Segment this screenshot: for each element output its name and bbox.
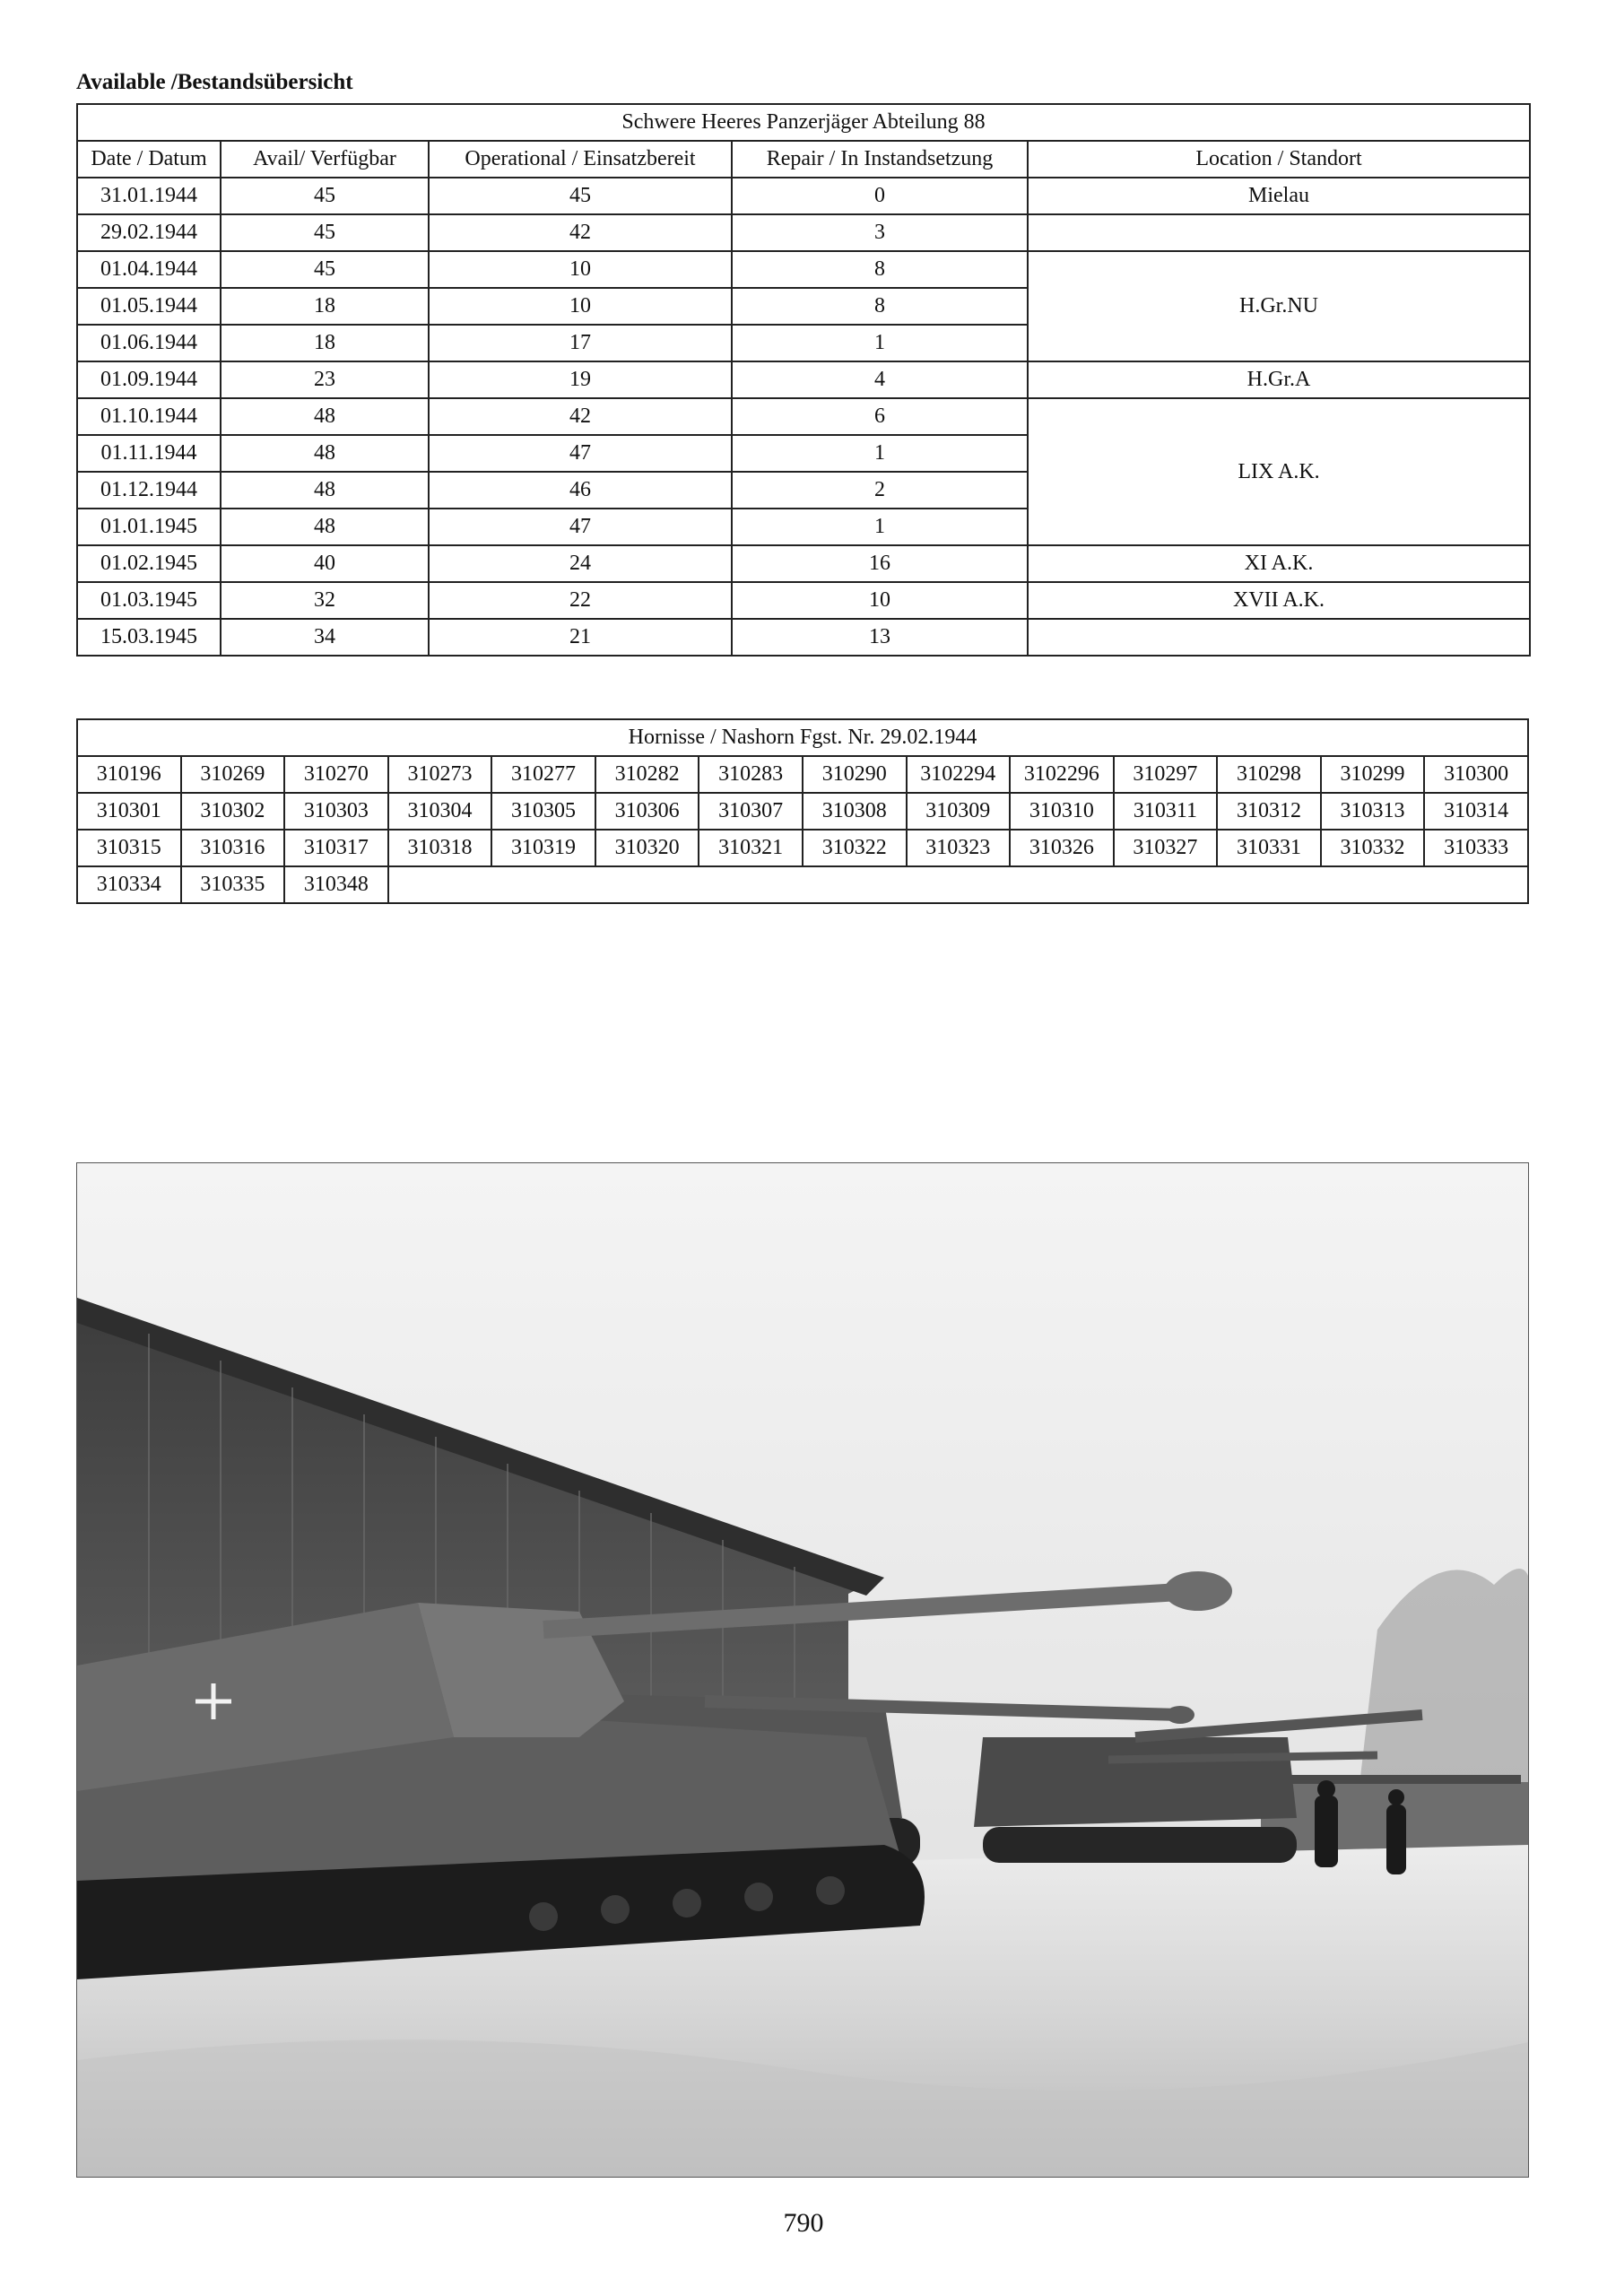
cell-date: 01.02.1945 bbox=[77, 545, 221, 582]
cell-location bbox=[1028, 619, 1530, 656]
cell-location: XVII A.K. bbox=[1028, 582, 1530, 619]
strength-table-title: Schwere Heeres Panzerjäger Abteilung 88 bbox=[77, 104, 1530, 141]
cell-repair: 13 bbox=[732, 619, 1028, 656]
chassis-number-cell: 310335 bbox=[181, 866, 285, 903]
cell-repair: 16 bbox=[732, 545, 1028, 582]
table-row bbox=[77, 251, 1530, 288]
chassis-number-cell: 310270 bbox=[284, 756, 388, 793]
chassis-table-title-row bbox=[77, 719, 1528, 756]
chassis-number-cell: 310300 bbox=[1424, 756, 1528, 793]
cell-available: 18 bbox=[221, 288, 429, 325]
header-operational: Operational / Einsatzbereit bbox=[429, 141, 732, 178]
cell-available: 23 bbox=[221, 361, 429, 398]
table-row bbox=[77, 398, 1530, 435]
cell-repair: 2 bbox=[732, 472, 1028, 509]
chassis-table-title: Hornisse / Nashorn Fgst. Nr. 29.02.1944 bbox=[77, 719, 1528, 756]
cell-operational: 10 bbox=[429, 251, 732, 288]
chassis-number-cell: 310299 bbox=[1321, 756, 1425, 793]
chassis-number-cell: 310326 bbox=[1010, 830, 1114, 866]
chassis-number-cell: 310304 bbox=[388, 793, 492, 830]
cell-date: 01.01.1945 bbox=[77, 509, 221, 545]
cell-date: 01.03.1945 bbox=[77, 582, 221, 619]
header-repair: Repair / In Instandsetzung bbox=[732, 141, 1028, 178]
cell-operational: 17 bbox=[429, 325, 732, 361]
cell-available: 45 bbox=[221, 251, 429, 288]
cell-available: 40 bbox=[221, 545, 429, 582]
cell-date: 01.12.1944 bbox=[77, 472, 221, 509]
cell-available: 45 bbox=[221, 178, 429, 214]
chassis-number-cell: 310322 bbox=[803, 830, 907, 866]
chassis-number-cell: 310298 bbox=[1217, 756, 1321, 793]
cell-operational: 24 bbox=[429, 545, 732, 582]
chassis-number-cell: 310307 bbox=[699, 793, 803, 830]
chassis-number-cell: 310320 bbox=[595, 830, 699, 866]
chassis-number-cell: 310310 bbox=[1010, 793, 1114, 830]
chassis-number-cell: 310321 bbox=[699, 830, 803, 866]
chassis-number-cell: 310283 bbox=[699, 756, 803, 793]
cell-operational: 22 bbox=[429, 582, 732, 619]
strength-table-header-row bbox=[77, 141, 1530, 178]
chassis-number-cell: 310318 bbox=[388, 830, 492, 866]
chassis-number-cell: 310277 bbox=[491, 756, 595, 793]
chassis-number-cell: 310331 bbox=[1217, 830, 1321, 866]
chassis-number-cell: 310313 bbox=[1321, 793, 1425, 830]
chassis-number-cell: 310314 bbox=[1424, 793, 1528, 830]
chassis-number-cell: 310312 bbox=[1217, 793, 1321, 830]
cell-repair: 1 bbox=[732, 509, 1028, 545]
chassis-number-cell: 310308 bbox=[803, 793, 907, 830]
cell-available: 48 bbox=[221, 472, 429, 509]
cell-date: 01.05.1944 bbox=[77, 288, 221, 325]
cell-repair: 8 bbox=[732, 251, 1028, 288]
page-heading: Available /Bestandsübersicht bbox=[76, 70, 353, 94]
cell-date: 01.04.1944 bbox=[77, 251, 221, 288]
table-row bbox=[77, 214, 1530, 251]
chassis-row bbox=[77, 866, 1528, 903]
cell-available: 32 bbox=[221, 582, 429, 619]
chassis-row bbox=[77, 793, 1528, 830]
chassis-empty-cell bbox=[388, 866, 1528, 903]
chassis-number-cell: 310315 bbox=[77, 830, 181, 866]
cell-date: 01.06.1944 bbox=[77, 325, 221, 361]
cell-date: 01.11.1944 bbox=[77, 435, 221, 472]
chassis-number-cell: 310334 bbox=[77, 866, 181, 903]
cell-date: 01.09.1944 bbox=[77, 361, 221, 398]
cell-operational: 42 bbox=[429, 214, 732, 251]
chassis-number-cell: 310196 bbox=[77, 756, 181, 793]
chassis-number-cell: 310316 bbox=[181, 830, 285, 866]
cell-operational: 45 bbox=[429, 178, 732, 214]
cell-available: 18 bbox=[221, 325, 429, 361]
cell-location: H.Gr.A bbox=[1028, 361, 1530, 398]
cell-location: Mielau bbox=[1028, 178, 1530, 214]
chassis-number-cell: 310282 bbox=[595, 756, 699, 793]
header-location: Location / Standort bbox=[1028, 141, 1530, 178]
cell-date: 15.03.1945 bbox=[77, 619, 221, 656]
chassis-number-cell: 310327 bbox=[1114, 830, 1218, 866]
chassis-number-cell: 310302 bbox=[181, 793, 285, 830]
chassis-number-cell: 310317 bbox=[284, 830, 388, 866]
chassis-number-cell: 310297 bbox=[1114, 756, 1218, 793]
chassis-number-cell: 310273 bbox=[388, 756, 492, 793]
cell-repair: 1 bbox=[732, 325, 1028, 361]
cell-repair: 10 bbox=[732, 582, 1028, 619]
cell-repair: 1 bbox=[732, 435, 1028, 472]
cell-available: 45 bbox=[221, 214, 429, 251]
table-row bbox=[77, 582, 1530, 619]
chassis-number-cell: 310323 bbox=[907, 830, 1011, 866]
page-number: 790 bbox=[783, 2208, 824, 2238]
cell-available: 34 bbox=[221, 619, 429, 656]
chassis-row bbox=[77, 830, 1528, 866]
cell-operational: 46 bbox=[429, 472, 732, 509]
tank-photo-image bbox=[77, 1163, 1528, 2177]
cell-available: 48 bbox=[221, 398, 429, 435]
chassis-number-cell: 3102294 bbox=[907, 756, 1011, 793]
cell-operational: 47 bbox=[429, 509, 732, 545]
chassis-number-cell: 310319 bbox=[491, 830, 595, 866]
cell-operational: 10 bbox=[429, 288, 732, 325]
chassis-row bbox=[77, 756, 1528, 793]
cell-operational: 21 bbox=[429, 619, 732, 656]
cell-repair: 4 bbox=[732, 361, 1028, 398]
chassis-number-cell: 310333 bbox=[1424, 830, 1528, 866]
strength-table bbox=[76, 103, 1531, 657]
header-available: Avail/ Verfügbar bbox=[221, 141, 429, 178]
cell-repair: 8 bbox=[732, 288, 1028, 325]
chassis-number-cell: 310303 bbox=[284, 793, 388, 830]
cell-location bbox=[1028, 214, 1530, 251]
chassis-number-cell: 310332 bbox=[1321, 830, 1425, 866]
cell-location: H.Gr.NU bbox=[1028, 251, 1530, 361]
cell-repair: 0 bbox=[732, 178, 1028, 214]
cell-location: LIX A.K. bbox=[1028, 398, 1530, 545]
strength-table-title-row bbox=[77, 104, 1530, 141]
cell-operational: 47 bbox=[429, 435, 732, 472]
chassis-number-cell: 310306 bbox=[595, 793, 699, 830]
chassis-number-cell: 310311 bbox=[1114, 793, 1218, 830]
table-row bbox=[77, 361, 1530, 398]
table-row bbox=[77, 619, 1530, 656]
cell-repair: 6 bbox=[732, 398, 1028, 435]
cell-date: 01.10.1944 bbox=[77, 398, 221, 435]
cell-available: 48 bbox=[221, 509, 429, 545]
tank-photo bbox=[76, 1162, 1529, 2178]
cell-date: 29.02.1944 bbox=[77, 214, 221, 251]
chassis-number-cell: 310348 bbox=[284, 866, 388, 903]
cell-available: 48 bbox=[221, 435, 429, 472]
chassis-number-cell: 310301 bbox=[77, 793, 181, 830]
chassis-number-cell: 310269 bbox=[181, 756, 285, 793]
chassis-number-cell: 310305 bbox=[491, 793, 595, 830]
chassis-number-cell: 3102296 bbox=[1010, 756, 1114, 793]
table-row bbox=[77, 178, 1530, 214]
cell-operational: 19 bbox=[429, 361, 732, 398]
chassis-number-cell: 310309 bbox=[907, 793, 1011, 830]
chassis-table bbox=[76, 718, 1529, 904]
cell-operational: 42 bbox=[429, 398, 732, 435]
cell-date: 31.01.1944 bbox=[77, 178, 221, 214]
cell-location: XI A.K. bbox=[1028, 545, 1530, 582]
cell-repair: 3 bbox=[732, 214, 1028, 251]
table-row bbox=[77, 545, 1530, 582]
chassis-number-cell: 310290 bbox=[803, 756, 907, 793]
header-date: Date / Datum bbox=[77, 141, 221, 178]
